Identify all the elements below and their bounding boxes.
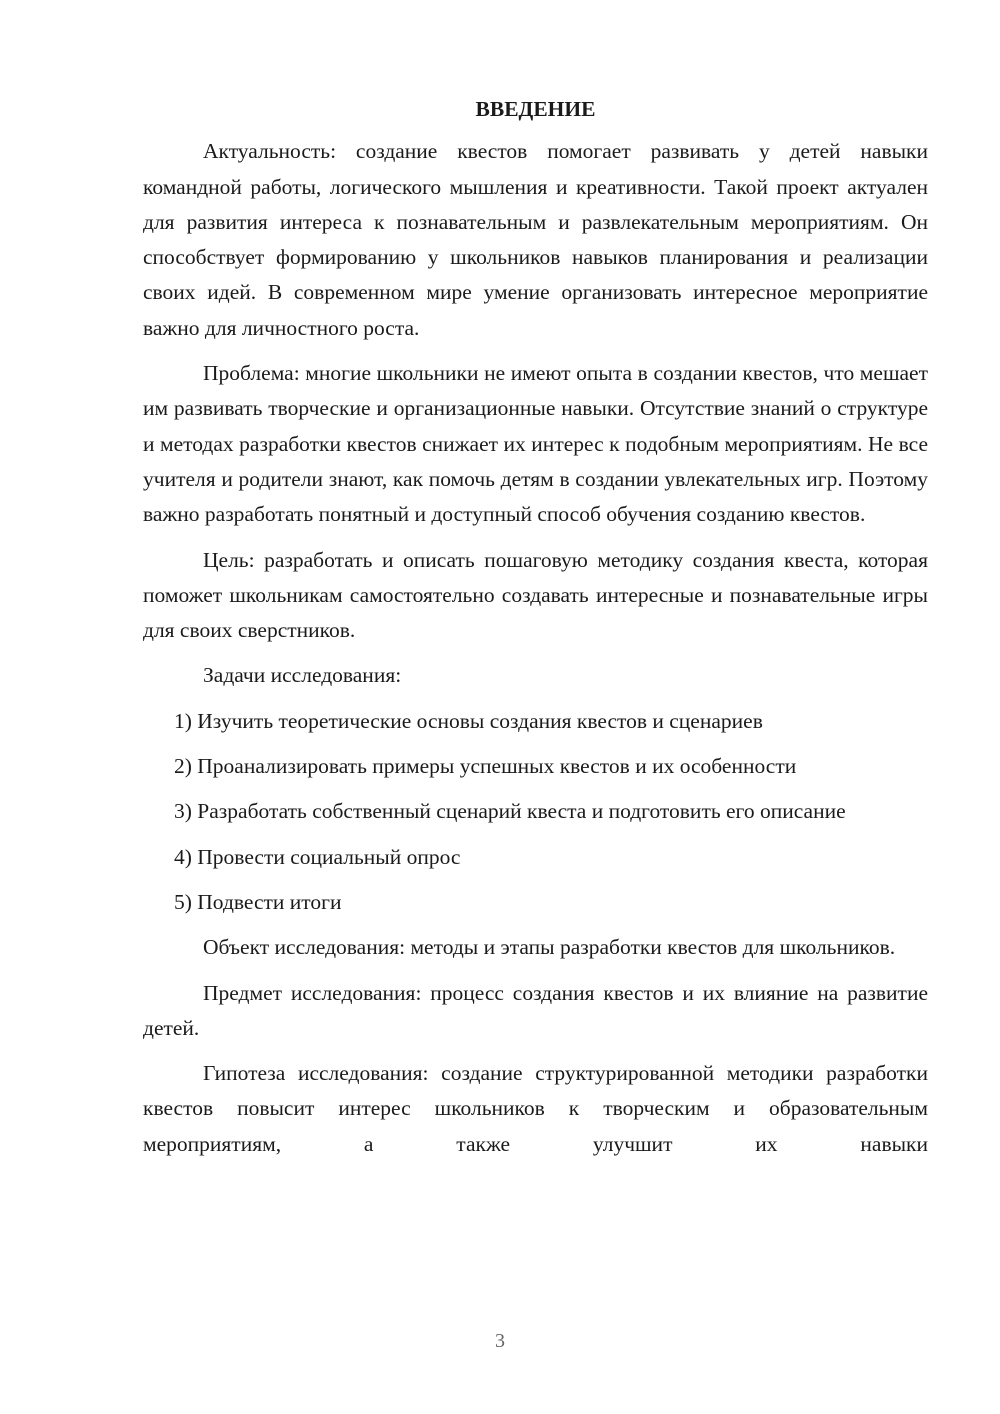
paragraph-goal: Цель: разработать и описать пошаговую методику создания квеста, которая поможет школьникам самостоятельно создавать интересные и познавательные игры для своих сверстников. [143,547,928,643]
paragraph-relevance: Актуальность: создание квестов помогает развивать у детей навыки командной работы, логического мышления и креативности. Такой проект актуален для развития интереса к познавательным и развлекательным мероприятиям. Он способствует формированию у школьников навыков планирования и реализации своих идей. В современном мире умение организовать интересное мероприятие важно для личностного роста. [143,139,928,340]
list-item: 4) Провести социальный опрос [174,844,461,869]
paragraph-problem: Проблема: многие школьники не имеют опыта в создании квестов, что мешает им развивать творческие и организационные навыки. Отсутствие знаний о структуре и методах разработки квестов снижает их интерес к подобным мероприятиям. Не все учителя и родители знают, как помочь детям в создании увлекательных игр. Поэтому важно разработать понятный и доступный способ обучения созданию квестов. [143,361,928,527]
page-title: ВВЕДЕНИЕ [475,97,596,121]
list-item: 5) Подвести итоги [174,889,342,914]
list-item: 2) Проанализировать примеры успешных квестов и их особенности [174,754,797,779]
page-number: 3 [495,1330,505,1352]
tasks-heading: Задачи исследования: [203,663,402,688]
paragraph-object: Объект исследования: методы и этапы разработки квестов для школьников. [203,935,896,960]
tasks-list [143,704,928,920]
paragraph-subject: Предмет исследования: процесс создания квестов и их влияние на развитие детей. [143,980,928,1040]
list-item: 3) Разработать собственный сценарий квеста и подготовить его описание [174,799,846,824]
document-page [143,92,928,1172]
list-item: 1) Изучить теоретические основы создания квестов и сценариев [174,708,763,733]
paragraph-hypothesis: Гипотеза исследования: создание структурированной методики разработки квестов повысит интерес школьников к творческим и образовательным мероприятиям, а также улучшит их навыки [143,1061,928,1156]
